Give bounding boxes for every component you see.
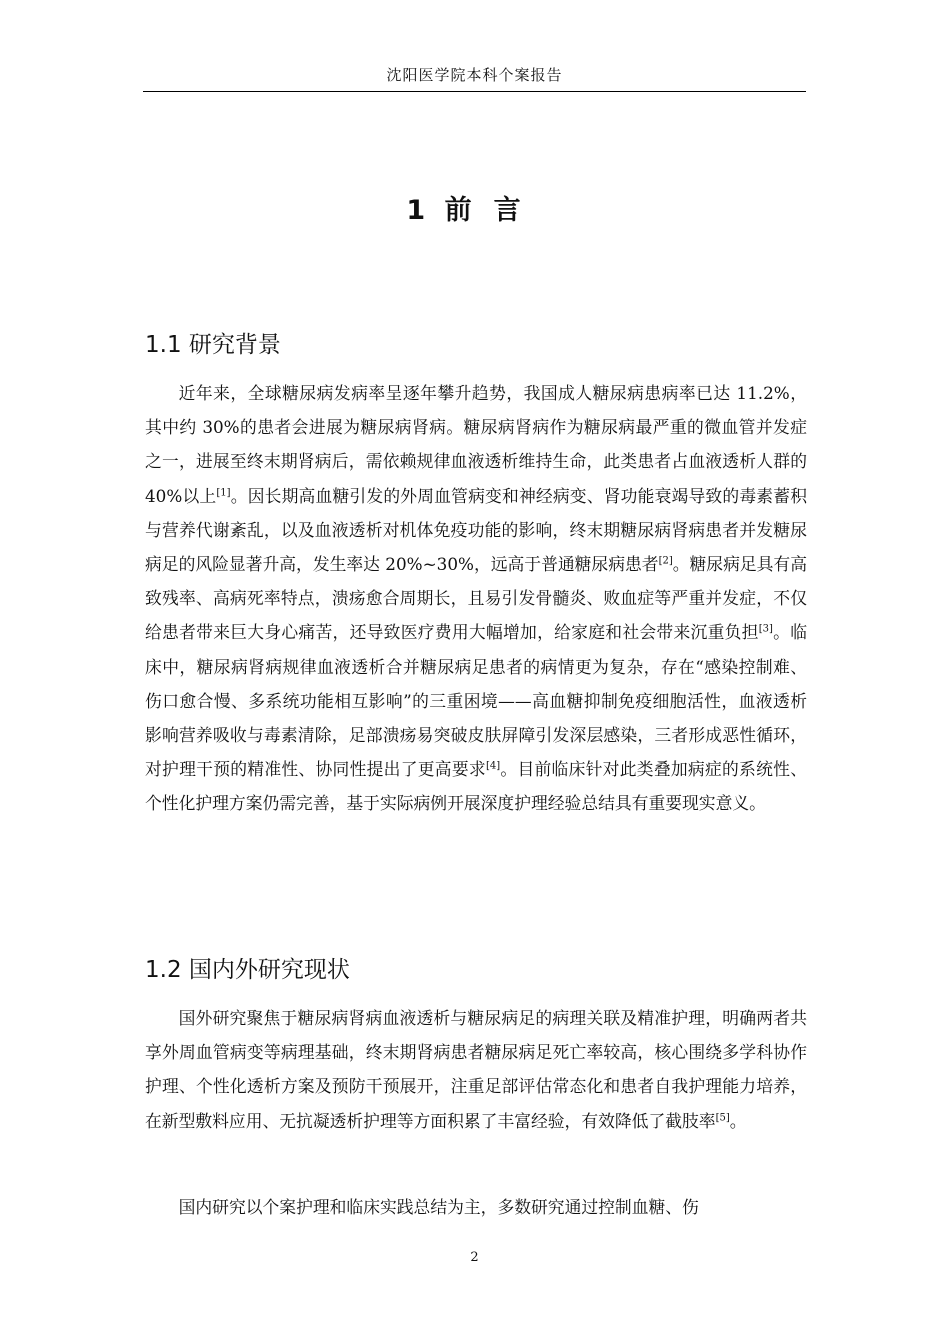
header-rule (143, 91, 806, 92)
citation-marker: [4] (485, 760, 501, 772)
chapter-number: 1 (406, 195, 426, 226)
running-header: 沈阳医学院本科个案报告 (386, 66, 563, 84)
paragraph-foreign-research: 国外研究聚焦于糖尿病肾病血液透析与糖尿病足的病理关联及精准护理，明确两者共享外周血管病变等病理基础，终末期肾病患者糖尿病足死亡率较高，核心围绕多学科协作护理、个性化透析方案及预防干预展开，注重足部评估常态化和患者自我护理能力培养，在新型敷料应用、无抗凝透析护理等方面积累了丰富经验，有效降低了截肢率[5]。 (145, 1008, 807, 1131)
paragraph-domestic-research: 国内研究以个案护理和临床实践总结为主，多数研究通过控制血糖、伤 (178, 1197, 699, 1217)
citation-marker: [1] (216, 487, 231, 499)
section-heading-background: 1.1 研究背景 (145, 332, 281, 358)
citation-marker: [3] (758, 623, 773, 635)
citation-marker: [5] (715, 1112, 730, 1124)
chapter-title (143, 188, 806, 227)
section-heading-research-status: 1.2 国内外研究现状 (145, 957, 350, 983)
citation-marker: [2] (658, 555, 673, 567)
page-number: 2 (470, 1250, 479, 1265)
chapter-title-text: 前言 (444, 195, 543, 226)
paragraph-background: 近年来，全球糖尿病发病率呈逐年攀升趋势，我国成人糖尿病患病率已达 11.2%，其中约 30%的患者会进展为糖尿病肾病。糖尿病肾病作为糖尿病最严重的微血管并发症之一，进展至终末期肾病后，需依赖规律血液透析维持生命，此类患者占血液透析人群的 40%以上[1]。因长期高血糖引发的外周血管病变和神经病变、肾功能衰竭导致的毒素蓄积与营养代谢紊乱，以及血液透析对机体免疫功能的影响，终末期糖尿病肾病患者并发糖尿病足的风险显著升高，发生率达 20%~30%，远高于普通糖尿病患者[2]。糖尿病足具有高致残率、高病死率特点，溃疡愈合周期长，且易引发骨髓炎、败血症等严重并发症，不仅给患者带来巨大身心痛苦，还导致医疗费用大幅增加，给家庭和社会带来沉重负担[3]。临床中，糖尿病肾病规律血液透析合并糖尿病足患者的病情更为复杂，存在“感染控制难、伤口愈合慢、多系统功能相互影响”的三重困境——高血糖抑制免疫细胞活性，血液透析影响营养吸收与毒素清除，足部溃疡易突破皮肤屏障引发深层感染，三者形成恶性循环，对护理干预的精准性、协同性提出了更高要求[4]。目前临床针对此类叠加病症的系统性、个性化护理方案仍需完善，基于实际病例开展深度护理经验总结具有重要现实意义。 (145, 383, 807, 814)
